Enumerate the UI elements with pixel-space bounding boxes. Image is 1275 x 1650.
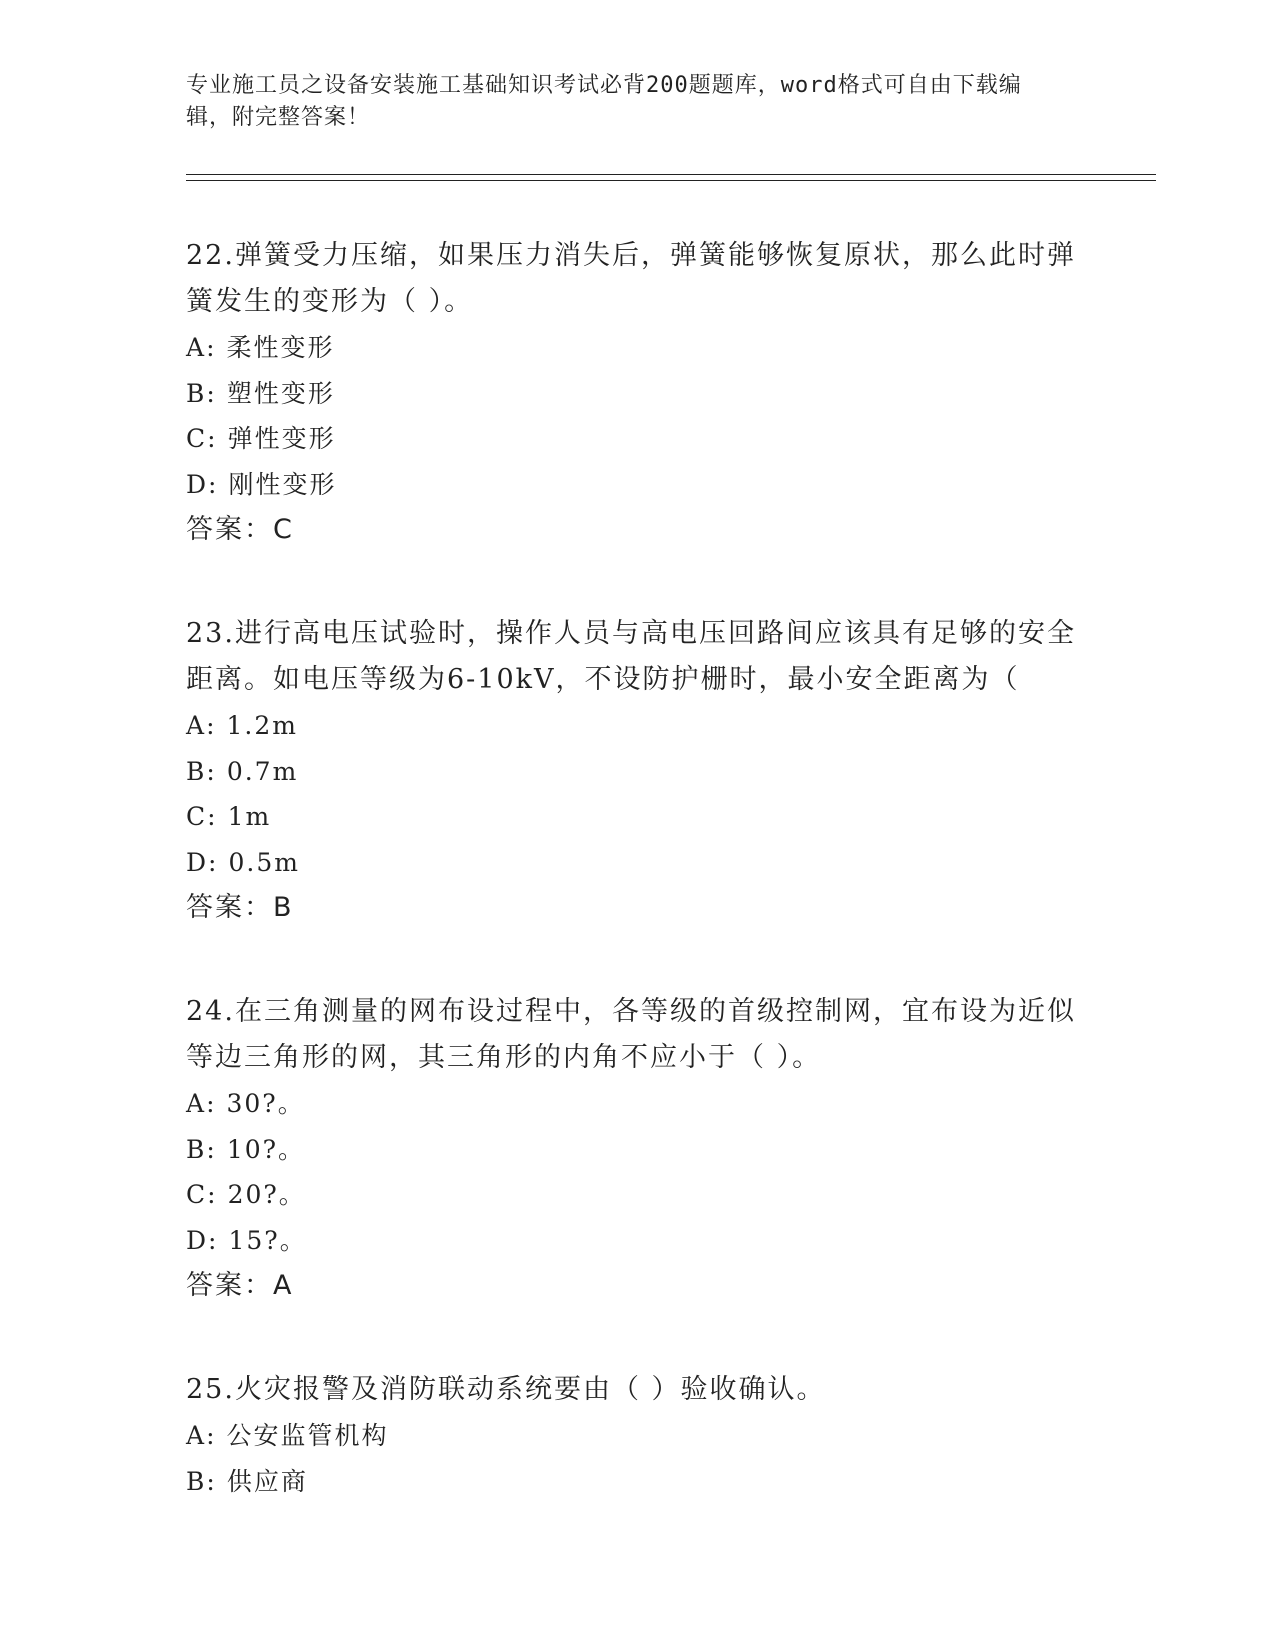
question-stem: 25.火灾报警及消防联动系统要由（ ）验收确认。 bbox=[186, 1374, 826, 1405]
answer-label: 答案： bbox=[186, 1270, 273, 1301]
question-stem: 22.弹簧受力压缩，如果压力消失后，弹簧能够恢复原状，那么此时弹簧发生的变形为（ ）。 bbox=[186, 240, 1076, 317]
option-separator: : bbox=[208, 1225, 219, 1255]
option-text: 1.2m bbox=[226, 711, 298, 740]
option-a bbox=[186, 325, 1156, 371]
option-separator: : bbox=[206, 756, 217, 786]
option-b bbox=[186, 1459, 1156, 1505]
option-separator: : bbox=[207, 1180, 218, 1209]
question-item bbox=[186, 611, 1156, 931]
option-separator: : bbox=[208, 469, 219, 499]
question-item bbox=[186, 233, 1156, 553]
answer-value: C bbox=[273, 514, 294, 545]
option-text: 1m bbox=[227, 802, 272, 831]
answer-line bbox=[186, 1263, 1156, 1309]
option-text: 弹性变形 bbox=[227, 424, 336, 453]
option-a bbox=[186, 1081, 1156, 1127]
option-text: 柔性变形 bbox=[226, 333, 335, 362]
option-c bbox=[186, 794, 1156, 840]
option-key: A bbox=[186, 711, 207, 740]
option-text: 20?。 bbox=[227, 1180, 306, 1209]
option-separator: : bbox=[206, 1466, 217, 1496]
option-separator: : bbox=[206, 333, 217, 362]
option-text: 15?。 bbox=[228, 1225, 307, 1255]
option-b bbox=[186, 1127, 1156, 1173]
header-double-rule bbox=[186, 174, 1156, 181]
option-text: 公安监管机构 bbox=[226, 1421, 389, 1450]
option-d bbox=[186, 462, 1156, 508]
option-key: A bbox=[186, 1421, 207, 1450]
option-key: C bbox=[186, 1180, 208, 1209]
option-d bbox=[186, 840, 1156, 886]
option-list bbox=[186, 1413, 1156, 1504]
answer-value: A bbox=[273, 1270, 294, 1301]
question-list bbox=[186, 233, 1156, 1504]
option-key: A bbox=[186, 1089, 207, 1118]
option-key: D bbox=[186, 469, 209, 499]
option-separator: : bbox=[206, 1134, 217, 1164]
option-text: 30?。 bbox=[226, 1089, 305, 1118]
answer-line bbox=[186, 507, 1156, 553]
option-text: 0.5m bbox=[228, 847, 300, 877]
answer-line bbox=[186, 885, 1156, 931]
question-stem: 24.在三角测量的网布设过程中，各等级的首级控制网，宜布设为近似等边三角形的网，其三角形的内角不应小于（ ）。 bbox=[186, 996, 1076, 1073]
option-separator: : bbox=[208, 847, 219, 877]
option-d bbox=[186, 1218, 1156, 1264]
option-key: A bbox=[186, 333, 207, 362]
option-a bbox=[186, 703, 1156, 749]
answer-label: 答案： bbox=[186, 514, 273, 545]
option-b bbox=[186, 371, 1156, 417]
document-header: 专业施工员之设备安装施工基础知识考试必背200题题库，word格式可自由下载编辑，附完整答案！ bbox=[186, 73, 1022, 130]
document-page bbox=[186, 70, 1156, 1562]
answer-value: B bbox=[273, 892, 294, 923]
option-b bbox=[186, 749, 1156, 795]
option-separator: : bbox=[206, 711, 217, 740]
option-separator: : bbox=[206, 1421, 217, 1450]
option-key: B bbox=[186, 756, 207, 786]
option-key: D bbox=[186, 847, 209, 877]
option-key: C bbox=[186, 802, 208, 831]
option-key: C bbox=[186, 424, 208, 453]
option-text: 0.7m bbox=[226, 756, 299, 786]
option-separator: : bbox=[207, 802, 218, 831]
option-text: 供应商 bbox=[226, 1466, 308, 1496]
option-text: 塑性变形 bbox=[226, 378, 335, 408]
answer-label: 答案： bbox=[186, 892, 273, 923]
question-item bbox=[186, 989, 1156, 1309]
option-key: B bbox=[186, 1134, 207, 1164]
option-list bbox=[186, 325, 1156, 507]
question-stem: 23.进行高电压试验时，操作人员与高电压回路间应该具有足够的安全距离。如电压等级为6-10kV，不设防护栅时，最小安全距离为（ bbox=[186, 618, 1076, 695]
option-key: B bbox=[186, 1466, 207, 1496]
question-item bbox=[186, 1367, 1156, 1504]
option-text: 刚性变形 bbox=[228, 469, 337, 499]
option-list bbox=[186, 703, 1156, 885]
option-c bbox=[186, 1172, 1156, 1218]
option-text: 10?。 bbox=[226, 1134, 306, 1164]
option-separator: : bbox=[207, 424, 218, 453]
option-separator: : bbox=[206, 1089, 217, 1118]
option-separator: : bbox=[206, 378, 217, 408]
option-key: D bbox=[186, 1225, 209, 1255]
option-list bbox=[186, 1081, 1156, 1263]
option-key: B bbox=[186, 378, 207, 408]
option-c bbox=[186, 416, 1156, 462]
option-a bbox=[186, 1413, 1156, 1459]
